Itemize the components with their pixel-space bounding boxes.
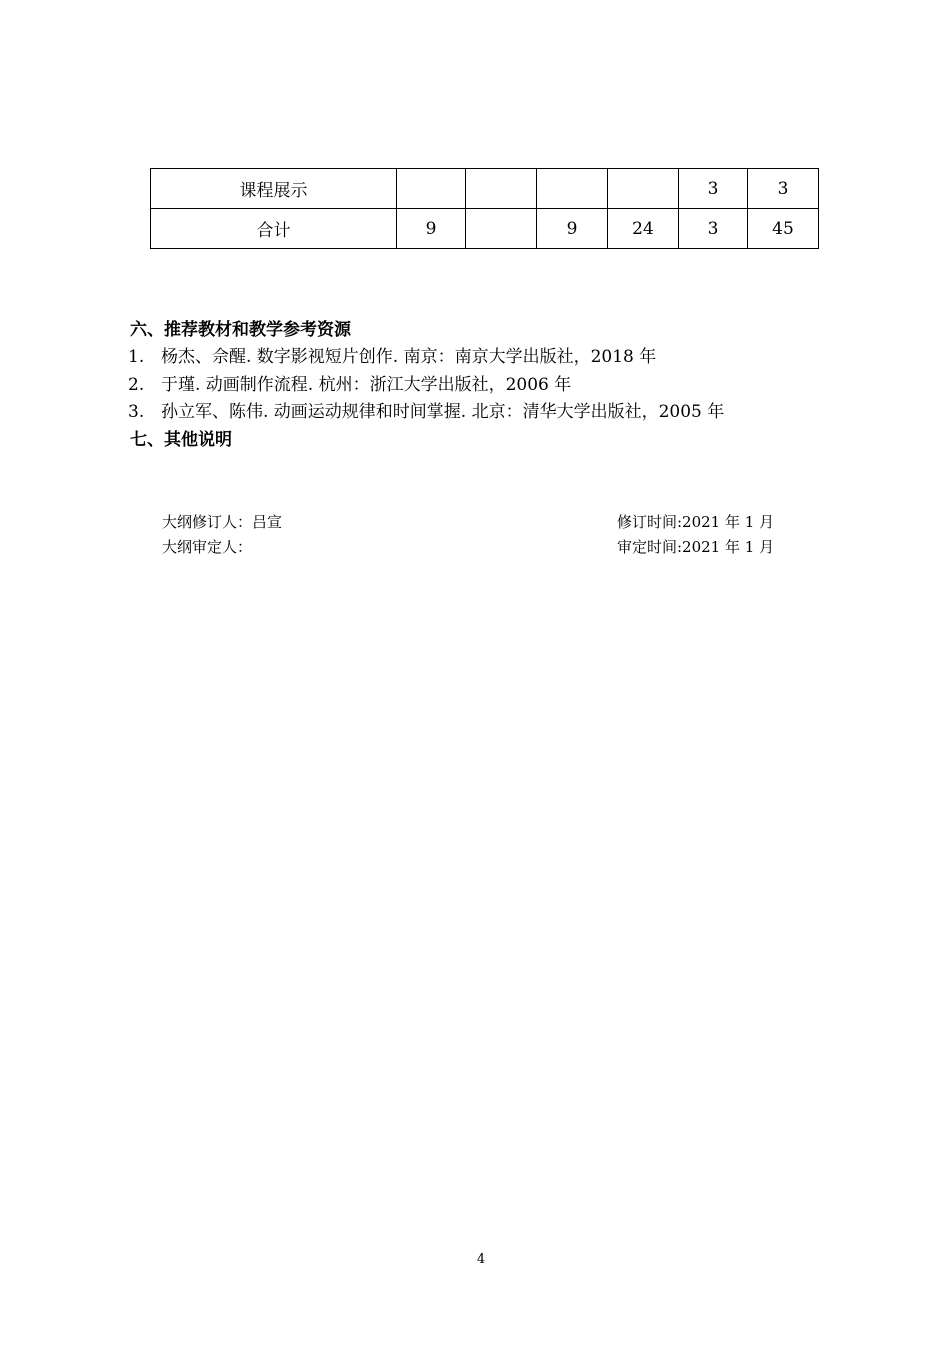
reference-item [128,397,724,422]
table-cell [608,169,679,209]
hours-table [150,168,819,249]
reference-text: 孙立军、陈伟. 动画运动规律和时间掌握. 北京：清华大学出版社，2005 年 [161,402,725,422]
table-cell: 9 [397,209,466,249]
section-6-title: 六、推荐教材和教学参考资源 [130,320,351,340]
page-number: 4 [476,1252,486,1267]
table-cell [537,169,608,209]
revise-time: 修订时间:2021 年 1 月 [617,513,775,531]
section-7-title: 七、其他说明 [130,430,232,450]
table-cell: 24 [608,209,679,249]
table-cell: 3 [679,209,748,249]
reference-number: 2. [128,375,145,395]
reviser: 大纲修订人：吕宣 [162,513,283,531]
table-cell [466,169,537,209]
table-cell: 9 [537,209,608,249]
table-row [151,209,819,249]
table-row [151,169,819,209]
reference-text: 于瑾. 动画制作流程. 杭州：浙江大学出版社，2006 年 [161,375,572,395]
table-cell: 3 [748,169,819,209]
reference-item [128,370,571,395]
reference-text: 杨杰、佘醒. 数字影视短片创作. 南京：南京大学出版社，2018 年 [161,347,657,367]
row-label: 合计 [151,209,397,249]
table-cell: 3 [679,169,748,209]
reference-number: 1. [128,347,145,367]
table-cell [397,169,466,209]
approve-time: 审定时间:2021 年 1 月 [617,538,775,556]
reference-item [128,342,656,367]
approver: 大纲审定人： [162,538,253,556]
table-cell [466,209,537,249]
reference-number: 3. [128,402,145,422]
row-label: 课程展示 [151,169,397,209]
table-cell: 45 [748,209,819,249]
